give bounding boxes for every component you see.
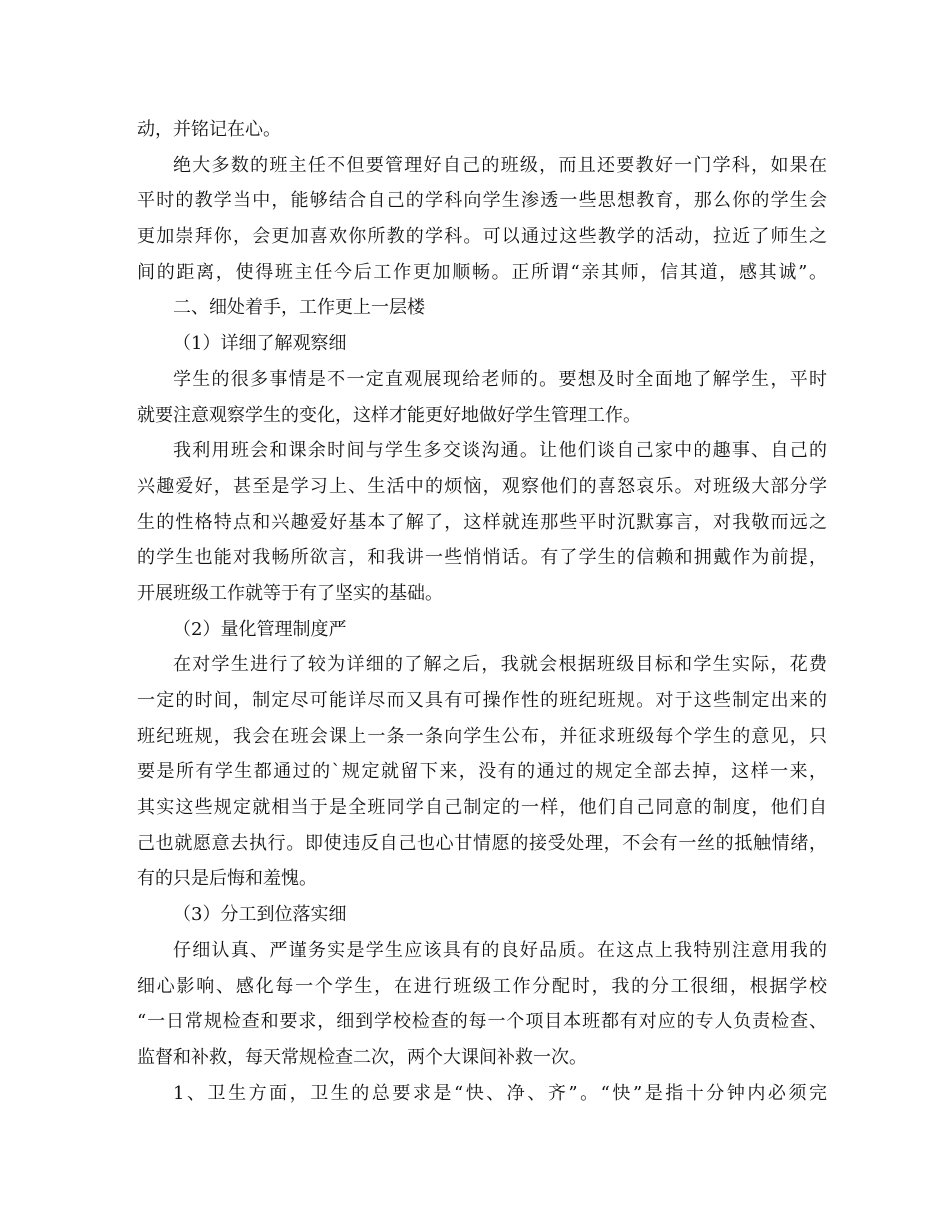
text-line: 开展班级工作就等于有了坚实的基础。 bbox=[137, 582, 443, 604]
text-line: 生的性格特点和兴趣爱好基本了解了，这样就连那些平时沉默寡言，对我敬而远之 bbox=[137, 511, 827, 533]
text-line: 学生的很多事情是不一定直观展现给老师的。要想及时全面地了解学生，平时 bbox=[173, 368, 827, 390]
text-line: 平时的教学当中，能够结合自己的学科向学生渗透一些思想教育，那么你的学生会 bbox=[137, 190, 827, 212]
text-line: 绝大多数的班主任不但要管理好自己的班级，而且还要教好一门学科，如果在 bbox=[173, 154, 827, 176]
document-body bbox=[137, 112, 827, 1111]
text-line: 二、细处着手，工作更上一层楼 bbox=[173, 297, 425, 319]
text-line: “一日常规检查和要求，细到学校检查的每一个项目本班都有对应的专人负责检查、 bbox=[137, 1011, 827, 1033]
text-line: 班纪班规，我会在班会课上一条一条向学生公布，并征求班级每个学生的意见，只 bbox=[137, 725, 827, 747]
text-line: 兴趣爱好，甚至是学习上、生活中的烦恼，观察他们的喜怒哀乐。对班级大部分学 bbox=[137, 475, 827, 497]
text-line: 己也就愿意去执行。即使违反自己也心甘情愿的接受处理，不会有一丝的抵触情绪， bbox=[137, 832, 827, 854]
text-line: 在对学生进行了较为详细的了解之后，我就会根据班级目标和学生实际，花费 bbox=[173, 654, 827, 676]
text-line: （1）详细了解观察细 bbox=[173, 333, 347, 355]
text-line: （2）量化管理制度严 bbox=[173, 618, 347, 640]
text-line: 我利用班会和课余时间与学生多交谈沟通。让他们谈自己家中的趣事、自己的 bbox=[173, 440, 827, 462]
text-line: 1、卫生方面，卫生的总要求是“快、净、齐”。“快”是指十分钟内必须完 bbox=[173, 1082, 827, 1104]
text-line: 有的只是后悔和羞愧。 bbox=[137, 868, 317, 890]
text-line: 细心影响、感化每一个学生，在进行班级工作分配时，我的分工很细，根据学校 bbox=[137, 975, 827, 997]
text-line: 的学生也能对我畅所欲言，和我讲一些悄悄话。有了学生的信赖和拥戴作为前提， bbox=[137, 547, 827, 569]
text-line: 更加崇拜你，会更加喜欢你所教的学科。可以通过这些教学的活动，拉近了师生之 bbox=[137, 226, 827, 248]
text-line: （3）分工到位落实细 bbox=[173, 904, 347, 926]
text-line: 间的距离，使得班主任今后工作更加顺畅。正所谓“亲其师，信其道，感其诚”。 bbox=[137, 261, 827, 283]
text-line: 仔细认真、严谨务实是学生应该具有的良好品质。在这点上我特别注意用我的 bbox=[173, 939, 827, 961]
text-line: 要是所有学生都通过的`规定就留下来，没有的通过的规定全部去掉，这样一来， bbox=[137, 761, 827, 783]
text-line: 就要注意观察学生的变化，这样才能更好地做好学生管理工作。 bbox=[137, 404, 641, 426]
text-line: 其实这些规定就相当于是全班同学自己制定的一样，他们自己同意的制度，他们自 bbox=[137, 797, 827, 819]
text-line: 动，并铭记在心。 bbox=[137, 119, 281, 140]
text-line: 监督和补救，每天常规检查二次，两个大课间补救一次。 bbox=[137, 1046, 587, 1068]
text-line: 一定的时间，制定尽可能详尽而又具有可操作性的班纪班规。对于这些制定出来的 bbox=[137, 690, 827, 711]
